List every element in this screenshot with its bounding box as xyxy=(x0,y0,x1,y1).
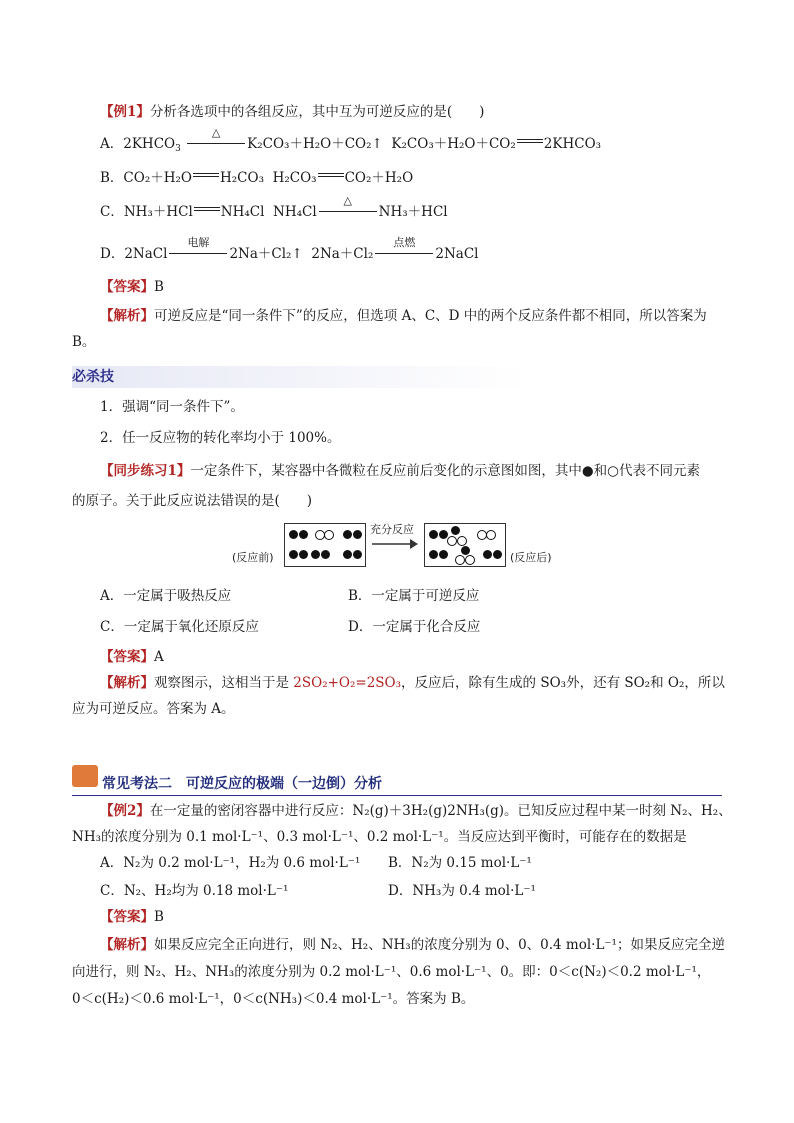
practice1-option-c: C．一定属于氧化还原反应 xyxy=(100,619,259,635)
example2-answer: 【答案】B xyxy=(100,909,164,925)
equals-sign xyxy=(193,172,219,180)
label-after: (反应后) xyxy=(510,551,552,564)
arrow-right-icon xyxy=(372,537,418,551)
example2-analysis-cont2: 0＜c(H₂)＜0.6 mol·L⁻¹，0＜c(NH₃)＜0.4 mol·L⁻¹。答案为 B。 xyxy=(72,991,475,1007)
section-heading-bishaji: 必杀技 xyxy=(72,366,722,388)
example2-option-a: A．N₂为 0.2 mol·L⁻¹，H₂为 0.6 mol·L⁻¹ xyxy=(100,855,361,871)
option-c: C．NH₃＋HCl NH₄Cl NH₄Cl △ NH₃＋HCl xyxy=(100,194,448,220)
tip-2: 2．任一反应物的转化率均小于 100%。 xyxy=(100,430,341,446)
equals-sign xyxy=(318,172,344,180)
person-icon xyxy=(72,765,98,787)
example-tag: 【例1】 xyxy=(100,104,150,120)
option-b: B．CO₂＋H₂O H₂CO₃ H₂CO₃ CO₂＋H₂O xyxy=(100,170,414,186)
example1-question: 【例1】分析各选项中的各组反应，其中互为可逆反应的是( ) xyxy=(100,104,485,120)
condition-arrow: △ xyxy=(187,136,245,150)
reaction-diagram xyxy=(232,519,562,569)
example1-answer: 【答案】B xyxy=(100,279,164,295)
example1-analysis-cont: B。 xyxy=(72,334,96,350)
practice1-question: 【同步练习1】一定条件下，某容器中各微粒在反应前后变化的示意图如图，其中●和○代表不同元素 xyxy=(100,463,700,479)
example2-option-c: C．N₂、H₂均为 0.18 mol·L⁻¹ xyxy=(100,883,289,899)
option-d: D．2NaCl 电解 2Na＋Cl₂↑ 2Na＋Cl₂ 点燃 2NaCl xyxy=(100,236,479,262)
practice1-analysis: 【解析】观察图示，这相当于是 2SO₂+O₂=2SO₃，反应后，除有生成的 SO₃外，还有 SO₂和 O₂，所以 xyxy=(100,675,725,691)
practice1-answer: 【答案】A xyxy=(100,649,164,665)
condition-arrow: 电解 xyxy=(169,246,227,260)
condition-arrow: 点燃 xyxy=(375,246,433,260)
box-before xyxy=(284,523,366,567)
practice1-option-d: D．一定属于化合反应 xyxy=(348,619,481,635)
example2-option-b: B．N₂为 0.15 mol·L⁻¹ xyxy=(388,855,532,871)
condition-arrow: △ xyxy=(319,204,377,218)
section-heading-2: 常见考法二 可逆反应的极端（一边倒）分析 xyxy=(72,765,722,796)
practice1-question-cont: 的原子。关于此反应说法错误的是( ) xyxy=(72,493,313,509)
option-a: A．$2KHCO_3$ △ K₂CO₃＋H₂O＋CO₂↑ K₂CO₃＋H₂O＋CO₂ 2KHCO₃ xyxy=(100,126,602,154)
box-after xyxy=(424,523,506,567)
example2-option-d: D．NH₃为 0.4 mol·L⁻¹ xyxy=(388,883,536,899)
equals-sign xyxy=(517,138,543,146)
practice1-option-a: A．一定属于吸热反应 xyxy=(100,588,232,604)
example2-question: 【例2】在一定量的密闭容器中进行反应：N₂(g)＋3H₂(g)2NH₃(g)。已知反应过程中某一时刻 N₂、H₂、 xyxy=(100,803,732,819)
example2-analysis-cont1: 向进行，则 N₂、H₂、NH₃的浓度分别为 0.2 mol·L⁻¹、0.6 mol·L⁻¹、0。即：0＜c(N₂)＜0.2 mol·L⁻¹， xyxy=(72,964,711,980)
example2-question-cont: NH₃的浓度分别为 0.1 mol·L⁻¹、0.3 mol·L⁻¹、0.2 mol·L⁻¹。当反应达到平衡时，可能存在的数据是 xyxy=(72,829,687,845)
practice1-option-b: B．一定属于可逆反应 xyxy=(348,588,480,604)
example1-analysis: 【解析】可逆反应是“同一条件下”的反应，但选项 A、C、D 中的两个反应条件都不相同，所以答案为 xyxy=(100,308,707,324)
tip-1: 1．强调“同一条件下”。 xyxy=(100,399,244,415)
practice1-analysis-cont: 应为可逆反应。答案为 A。 xyxy=(72,701,235,717)
label-reaction: 充分反应 xyxy=(370,523,414,536)
equals-sign xyxy=(194,206,220,214)
example2-analysis: 【解析】如果反应完全正向进行，则 N₂、H₂、NH₃的浓度分别为 0、0、0.4 mol·L⁻¹；如果反应完全逆 xyxy=(100,937,725,953)
label-before: (反应前) xyxy=(232,551,274,564)
